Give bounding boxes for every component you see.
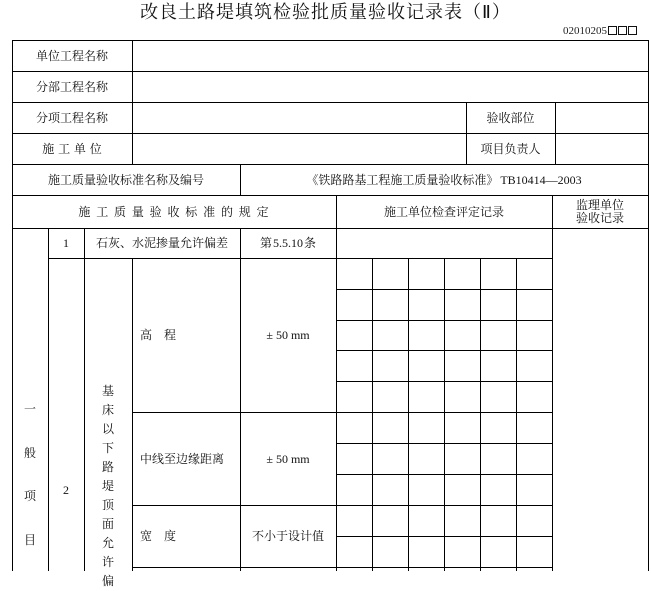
group-char: 路 <box>101 460 114 474</box>
req-number: 5.5.10 <box>273 236 303 250</box>
supervisor-header-line1: 监理单位 <box>575 197 624 212</box>
group-char: 下 <box>101 441 114 455</box>
req-suffix: 条 <box>304 236 317 250</box>
subitem-tolerance: ± 50 mm <box>266 328 310 342</box>
item-project-label: 分项工程名称 <box>35 110 108 125</box>
group-char: 偏 <box>101 574 114 588</box>
group-char: 允 <box>101 536 114 550</box>
subitem-name: 宽 度 <box>140 529 177 543</box>
sub-project-label: 分部工程名称 <box>35 79 108 94</box>
group-char: 面 <box>101 517 114 531</box>
unit-project-field[interactable] <box>132 40 648 71</box>
code-box[interactable] <box>618 26 627 35</box>
group-char: 顶 <box>101 498 114 512</box>
standard-rules-header: 施 工 质 量 验 收 标 准 的 规 定 <box>78 204 270 219</box>
group-char: 基 <box>101 384 114 398</box>
construction-unit-label: 施 工 单 位 <box>42 141 102 156</box>
unit-project-label: 单位工程名称 <box>35 48 108 63</box>
acceptance-location-label: 验收部位 <box>486 110 535 125</box>
code-box[interactable] <box>608 26 617 35</box>
supervisor-header-line2: 验收记录 <box>575 210 624 225</box>
form-code <box>563 24 637 38</box>
section-char: 般 <box>23 445 36 460</box>
group-char: 以 <box>101 422 114 436</box>
section-char: 一 <box>23 402 36 416</box>
item-1-record-field[interactable] <box>336 228 552 258</box>
subitem-name: 中线至边缘距离 <box>140 451 225 466</box>
form-code-number: 02010205 <box>563 25 607 37</box>
item-group-label <box>84 258 132 588</box>
standard-code: TB10414—2003 <box>500 172 582 187</box>
standard-title: 《铁路路基工程施工质量验收标准》 <box>306 172 499 187</box>
project-manager-label: 项目负责人 <box>480 141 541 156</box>
section-char: 项 <box>23 489 36 504</box>
supervisor-record-field[interactable] <box>552 228 648 571</box>
construction-unit-field[interactable] <box>132 133 466 164</box>
standard-label: 施工质量验收标准名称及编号 <box>47 172 204 187</box>
subitem-tolerance: ± 50 mm <box>266 451 310 466</box>
group-char: 许 <box>101 555 114 569</box>
item-number: 2 <box>63 482 69 497</box>
code-box[interactable] <box>628 26 637 35</box>
form-title: 改良土路堤填筑检验批质量验收记录表（Ⅱ） <box>140 2 511 23</box>
section-label-general-items <box>12 400 48 550</box>
group-char: 堤 <box>101 479 114 493</box>
item-requirement <box>240 228 336 258</box>
group-char: 床 <box>101 403 114 417</box>
sub-project-field[interactable] <box>132 71 648 102</box>
item-number: 1 <box>63 236 69 250</box>
item-project-field[interactable] <box>132 102 466 133</box>
item-name: 石灰、水泥掺量允许偏差 <box>95 236 228 250</box>
section-char: 目 <box>23 532 36 547</box>
project-manager-field[interactable] <box>555 133 648 164</box>
standard-value <box>240 164 648 195</box>
acceptance-location-field[interactable] <box>555 102 648 133</box>
req-prefix: 第 <box>259 236 272 250</box>
supervisor-record-header <box>552 195 648 228</box>
subitem-name: 高 程 <box>140 328 177 342</box>
contractor-record-header: 施工单位检查评定记录 <box>383 204 504 219</box>
subitem-tolerance: 不小于设计值 <box>251 529 324 543</box>
